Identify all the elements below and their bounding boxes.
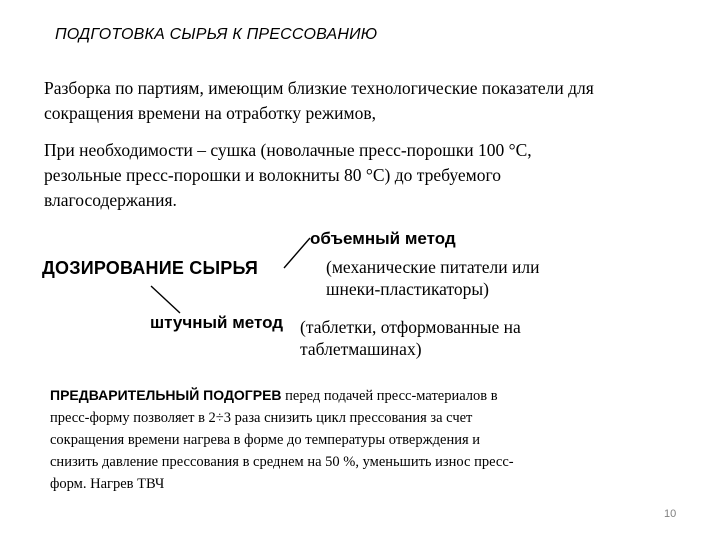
volumetric-desc-line-1: (механические питатели или	[326, 257, 540, 277]
dosing-title: ДОЗИРОВАНИЕ СЫРЬЯ	[42, 258, 259, 278]
preheat-line-1	[50, 384, 650, 407]
preheat-line-2: пресс-форму позволяет в 2÷3 раза снизить цикл прессования за счет	[50, 410, 473, 426]
slide-title: ПОДГОТОВКА СЫРЬЯ К ПРЕССОВАНИЮ	[55, 26, 378, 43]
paragraph-batch-sorting: Разборка по партиям, имеющим близкие технологические показатели для сокращения времени на отработку режимов,	[44, 78, 594, 123]
volumetric-method-description	[326, 256, 540, 300]
page-number: 10	[664, 508, 677, 520]
drying-line-1: При необходимости – сушка (новолачные пресс-порошки 100 °С,	[44, 140, 532, 160]
volumetric-desc-line-2: шнеки-пластикаторы)	[326, 279, 490, 299]
volumetric-method-label: объемный метод	[310, 229, 456, 248]
connector-to-volumetric	[284, 238, 310, 268]
preheat-line-3: сокращения времени нагрева в форме до температуры отверждения и	[50, 432, 481, 448]
connector-to-piece	[151, 286, 180, 313]
preheat-section	[50, 384, 650, 495]
paragraph-drying	[44, 138, 684, 213]
piece-method-description	[300, 316, 521, 360]
preheat-line-4: снизить давление прессования в среднем на 50 %, уменьшить износ пресс-	[50, 454, 514, 470]
preheat-line-1-text: перед подачей пресс-материалов в	[281, 388, 498, 404]
preheat-heading: ПРЕДВАРИТЕЛЬНЫЙ ПОДОГРЕВ	[50, 387, 282, 403]
piece-method-label: штучный метод	[150, 313, 284, 332]
piece-desc-line-2: таблетмашинах)	[300, 339, 422, 359]
preheat-line-5: форм. Нагрев ТВЧ	[50, 476, 165, 492]
drying-line-3: влагосодержания.	[44, 190, 177, 210]
drying-line-2: резольные пресс-порошки и волокниты 80 °С) до требуемого	[44, 165, 501, 185]
piece-desc-line-1: (таблетки, отформованные на	[300, 317, 521, 337]
